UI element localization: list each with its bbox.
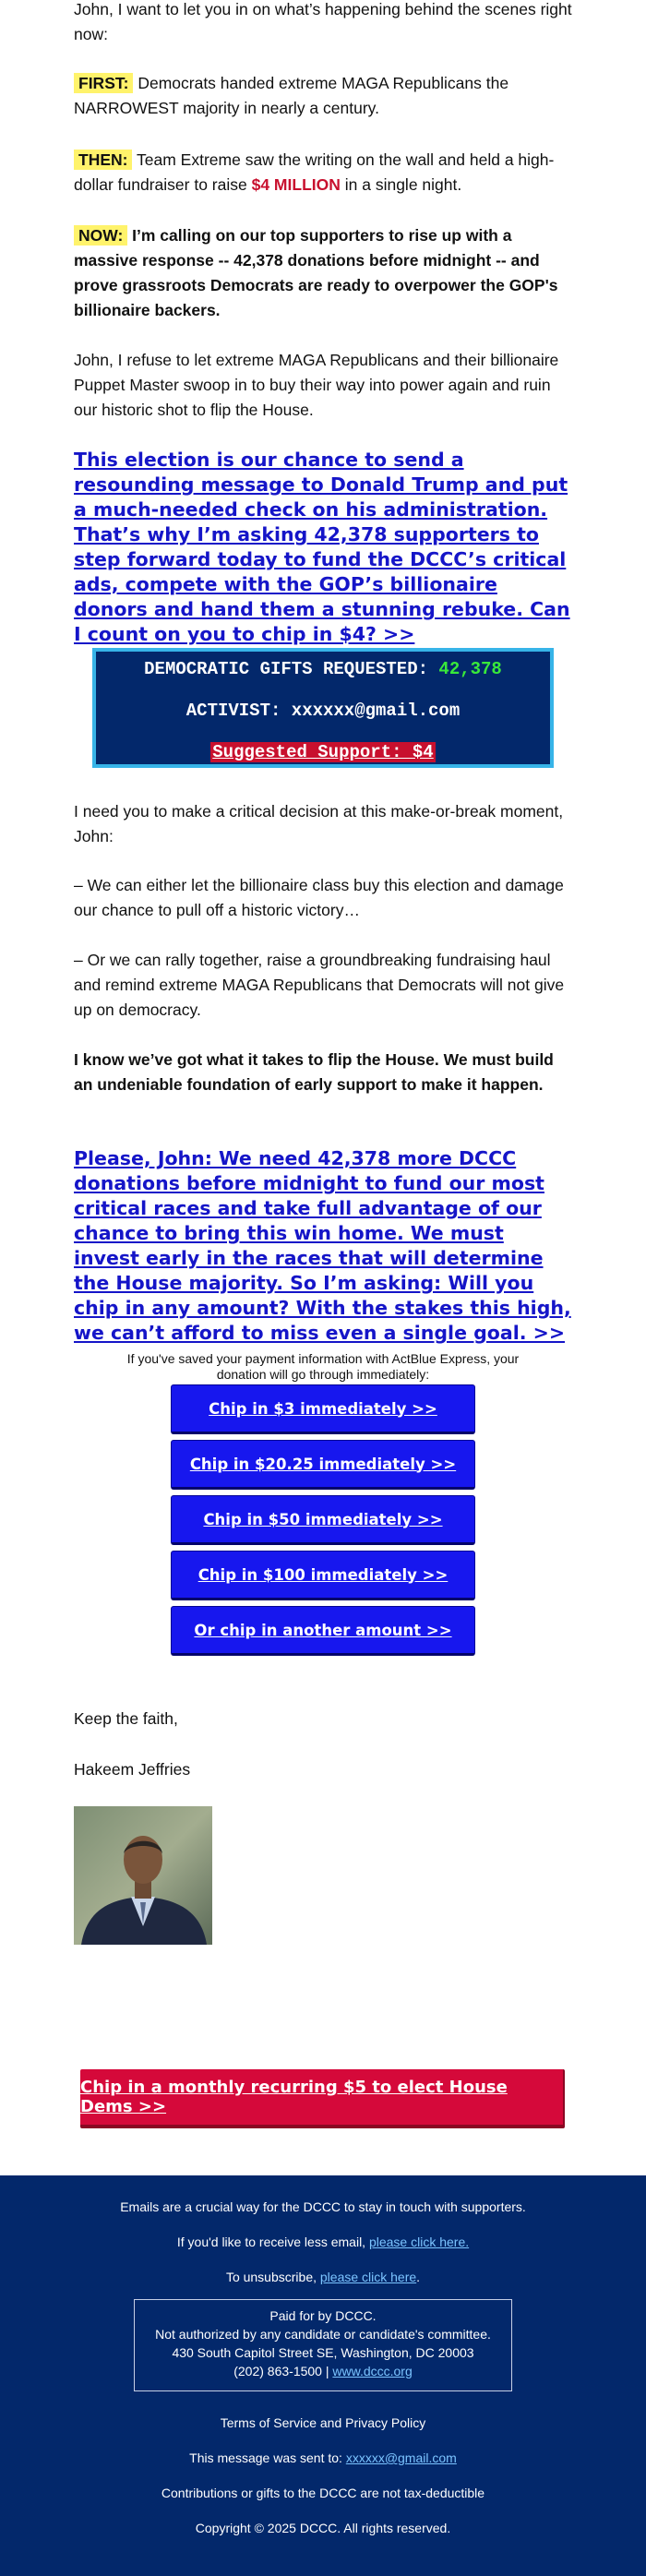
terms-privacy-link[interactable]: Terms of Service and Privacy Policy xyxy=(220,2415,426,2430)
footer-sent-to xyxy=(0,2450,646,2465)
refuse-paragraph: John, I refuse to let extreme MAGA Republicans and their billionaire Puppet Master swoop in to buy their way into power again and ruin our historic shot to flip the House. xyxy=(74,351,559,419)
activist-label: ACTIVIST: xyxy=(185,701,281,721)
then-tag: THEN: xyxy=(74,150,132,170)
suggested-row xyxy=(96,742,550,762)
chip-20-button[interactable]: Chip in $20.25 immediately >> xyxy=(171,1440,475,1490)
now-paragraph xyxy=(74,223,572,323)
donate-link-1[interactable]: This election is our chance to send a resounding message to Donald Trump and put a much-needed check on his administration. That’s why I’m asking 42,378 supporters to step forward today to fund the DCCC’s critical ads, compete with the GOP’s billionaire donors and hand them a stunning rebuke. Can I count on you to chip in $4? >> xyxy=(74,449,570,645)
then-text-after: in a single night. xyxy=(344,175,462,194)
then-money: $4 MILLION xyxy=(251,175,341,194)
gift-status-box xyxy=(92,648,554,768)
then-text: Team Extreme saw the writing on the wall and held a high-dollar fundraiser to raise xyxy=(74,150,555,194)
option-b-paragraph: – Or we can rally together, raise a groundbreaking fundraising haul and remind extreme MAGA Republicans that Democrats will not give up on democracy. xyxy=(74,951,565,1019)
suggested-support[interactable]: Suggested Support: $4 xyxy=(212,742,434,762)
footer-line-1: Emails are a crucial way for the DCCC to stay in touch with supporters. xyxy=(120,2199,526,2214)
chip-other-button[interactable]: Or chip in another amount >> xyxy=(171,1606,475,1656)
signer-name: Hakeem Jeffries xyxy=(74,1760,191,1779)
signer-portrait xyxy=(74,1806,212,1945)
unsubscribe-suffix: . xyxy=(416,2270,421,2284)
signoff: Keep the faith, xyxy=(74,1709,178,1728)
paid-for-box xyxy=(134,2299,512,2391)
then-paragraph xyxy=(74,148,572,198)
decision-paragraph: I need you to make a critical decision at this make-or-break moment, John: xyxy=(74,802,564,845)
paid-line-2: Not authorized by any candidate or candidate's committee. xyxy=(155,2327,491,2342)
sent-to-text: This message was sent to: xyxy=(189,2450,342,2465)
know-paragraph: I know we’ve got what it takes to flip the House. We must build an undeniable foundation of early support to make it happen. xyxy=(74,1050,554,1094)
dccc-website-link[interactable]: www.dccc.org xyxy=(332,2364,413,2378)
actblue-note: If you've saved your payment information with ActBlue Express, your donation will go through immediately: xyxy=(126,1351,520,1382)
gifts-requested-value: 42,378 xyxy=(438,659,502,679)
activist-value: xxxxxx@gmail.com xyxy=(291,701,461,721)
footer xyxy=(0,2175,646,2576)
copyright: Copyright © 2025 DCCC. All rights reserved. xyxy=(195,2521,451,2535)
monthly-recurring-button[interactable]: Chip in a monthly recurring $5 to elect House Dems >> xyxy=(80,2069,565,2128)
less-email-text: If you'd like to receive less email, xyxy=(176,2235,366,2249)
now-tag: NOW: xyxy=(74,225,127,246)
paid-line-4 xyxy=(135,2362,511,2380)
footer-less-email xyxy=(0,2235,646,2249)
first-text: Democrats handed extreme MAGA Republicans the NARROWEST majority in nearly a century. xyxy=(74,74,509,117)
chip-50-button[interactable]: Chip in $50 immediately >> xyxy=(171,1495,475,1545)
unsubscribe-text: To unsubscribe, xyxy=(225,2270,317,2284)
intro-paragraph: John, I want to let you in on what’s happening behind the scenes right now: xyxy=(74,0,572,43)
less-email-link[interactable]: please click here. xyxy=(368,2235,470,2249)
paid-line-3: 430 South Capitol Street SE, Washington, DC 20003 xyxy=(172,2345,474,2360)
first-paragraph xyxy=(74,71,572,121)
sent-to-email-link[interactable]: xxxxxx@gmail.com xyxy=(345,2450,457,2465)
footer-unsubscribe xyxy=(0,2270,646,2284)
tax-notice: Contributions or gifts to the DCCC are not tax-deductible xyxy=(161,2486,485,2500)
now-text: I’m calling on our top supporters to rise up with a massive response -- 42,378 donations before midnight -- and prove grassroots Democrats are ready to overpower the GOP's billionaire backers. xyxy=(74,226,558,319)
paid-phone: (202) 863-1500 | xyxy=(233,2364,329,2378)
option-a-paragraph: – We can either let the billionaire class buy this election and damage our chance to pull off a historic victory… xyxy=(74,876,564,919)
chip-3-button[interactable]: Chip in $3 immediately >> xyxy=(171,1384,475,1434)
first-tag: FIRST: xyxy=(74,73,133,93)
gifts-requested-label: DEMOCRATIC GIFTS REQUESTED: xyxy=(144,659,429,679)
chip-100-button[interactable]: Chip in $100 immediately >> xyxy=(171,1551,475,1600)
donate-link-2[interactable]: Please, John: We need 42,378 more DCCC donations before midnight to fund our most critical races and take full advantage of our chance to bring this win home. We must invest early in the races that will determine the House majority. So I’m asking: Will you chip in any amount? With the stakes this high, we can’t afford to miss even a single goal. >> xyxy=(74,1147,571,1344)
activist-row xyxy=(96,701,550,721)
unsubscribe-link[interactable]: please click here xyxy=(319,2270,417,2284)
paid-line-1: Paid for by DCCC. xyxy=(269,2308,377,2323)
gifts-requested-row xyxy=(96,659,550,679)
